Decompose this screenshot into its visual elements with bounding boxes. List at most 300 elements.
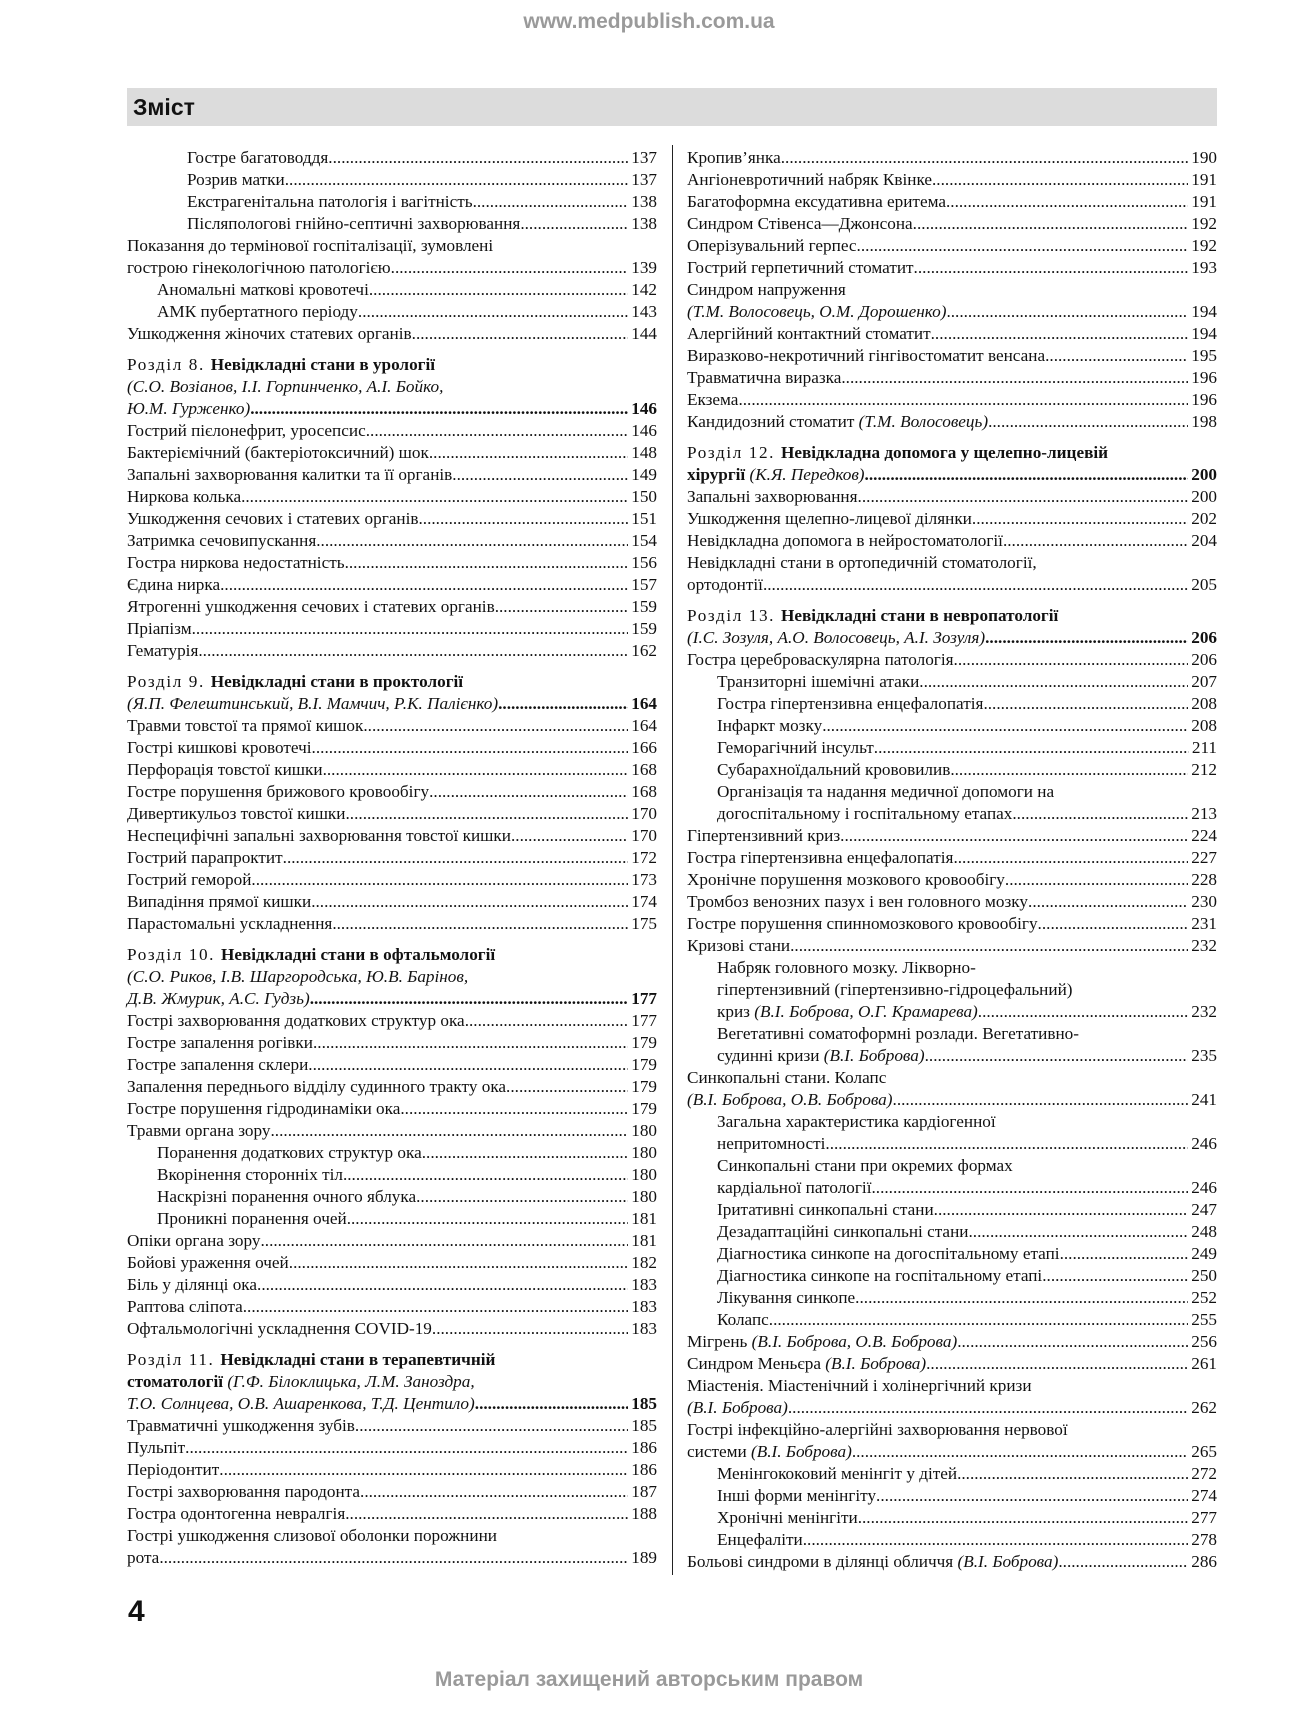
leader-dots bbox=[1058, 1551, 1188, 1573]
page-ref: 241 bbox=[1191, 1090, 1217, 1109]
toc-entry[interactable] bbox=[127, 1459, 657, 1481]
entry-title: Єдина нирка bbox=[127, 575, 221, 594]
toc-chapter[interactable] bbox=[687, 442, 1217, 486]
toc-entry[interactable] bbox=[687, 759, 1217, 781]
toc-entry[interactable] bbox=[687, 913, 1217, 935]
leader-dots bbox=[769, 1309, 1188, 1331]
page-ref: 192 bbox=[1191, 236, 1217, 255]
entry-title: Гостра одонтогенна невралгія bbox=[127, 1504, 346, 1523]
toc-entry[interactable] bbox=[687, 367, 1217, 389]
page-ref: 198 bbox=[1191, 412, 1217, 431]
toc-entry[interactable] bbox=[687, 649, 1217, 671]
toc-entry[interactable] bbox=[127, 552, 657, 574]
entry-title: Ушкодження жіночих статевих органів bbox=[127, 324, 412, 343]
leader-dots bbox=[520, 213, 628, 235]
leader-dots bbox=[358, 301, 628, 323]
leader-dots bbox=[840, 825, 1188, 847]
leader-dots bbox=[343, 1164, 628, 1186]
entry-title: Гострі кишкові кровотечі bbox=[127, 738, 312, 757]
entry-title: Гостре порушення гідродинаміки ока bbox=[127, 1099, 401, 1118]
toc-entry[interactable] bbox=[127, 301, 657, 323]
page-ref: 208 bbox=[1191, 716, 1217, 735]
leader-dots bbox=[369, 279, 628, 301]
page-ref: 200 bbox=[1191, 487, 1217, 506]
toc-entry[interactable] bbox=[687, 1375, 1217, 1419]
toc-chapter[interactable] bbox=[687, 605, 1217, 649]
leader-dots bbox=[803, 1529, 1189, 1551]
entry-title: Ниркова колька bbox=[127, 487, 242, 506]
entry-title: гострою гінекологічною патологією bbox=[127, 258, 391, 277]
page-ref: 166 bbox=[631, 738, 657, 757]
toc-entry[interactable] bbox=[127, 891, 657, 913]
page-ref: 172 bbox=[631, 848, 657, 867]
toc-chapter[interactable] bbox=[127, 1349, 657, 1415]
leader-dots bbox=[159, 1547, 628, 1569]
toc-entry[interactable] bbox=[127, 1274, 657, 1296]
toc-entry[interactable] bbox=[687, 279, 1217, 323]
chapter-number: Розділ 12. bbox=[687, 443, 781, 462]
page-ref: 182 bbox=[631, 1253, 657, 1272]
entry-title: Перфорація товстої кишки bbox=[127, 760, 323, 779]
entry-title: Багатоформна ексудативна еритема bbox=[687, 192, 946, 211]
leader-dots bbox=[271, 1120, 629, 1142]
toc-entry[interactable] bbox=[687, 508, 1217, 530]
entry-title: Гостра ниркова недостатність bbox=[127, 553, 345, 572]
toc-entry[interactable] bbox=[687, 1551, 1217, 1573]
toc-entry[interactable] bbox=[127, 279, 657, 301]
toc-entry[interactable] bbox=[687, 323, 1217, 345]
toc-entry[interactable] bbox=[127, 825, 657, 847]
chapter-title: Невідкладні стани в терапевтичній bbox=[220, 1350, 496, 1369]
entry-title: Післяпологові гнійно-септичні захворювання bbox=[187, 214, 521, 233]
page-ref: 179 bbox=[631, 1033, 657, 1052]
page-ref: 208 bbox=[1191, 694, 1217, 713]
leader-dots bbox=[355, 1415, 628, 1437]
toc-entry[interactable] bbox=[687, 1485, 1217, 1507]
toc-entry[interactable] bbox=[127, 1296, 657, 1318]
toc-entry[interactable] bbox=[127, 618, 657, 640]
toc-entry[interactable] bbox=[687, 411, 1217, 433]
page-ref: 206 bbox=[1191, 650, 1217, 669]
toc-entry[interactable] bbox=[687, 737, 1217, 759]
toc-entry[interactable] bbox=[687, 693, 1217, 715]
entry-title: Кропив’янка bbox=[687, 148, 781, 167]
toc-entry[interactable] bbox=[127, 420, 657, 442]
page-ref: 187 bbox=[631, 1482, 657, 1501]
toc-entry[interactable] bbox=[687, 1287, 1217, 1309]
entry-title: Кризові стани bbox=[687, 936, 791, 955]
entry-title: Загальна характеристика кардіогенної bbox=[717, 1112, 996, 1131]
page-ref: 286 bbox=[1191, 1552, 1217, 1571]
toc-entry[interactable] bbox=[127, 781, 657, 803]
leader-dots bbox=[1045, 345, 1188, 367]
toc-entry[interactable] bbox=[127, 1415, 657, 1437]
leader-dots bbox=[192, 618, 629, 640]
page-ref: 249 bbox=[1191, 1244, 1217, 1263]
toc-entry[interactable] bbox=[127, 737, 657, 759]
leader-dots bbox=[1038, 913, 1189, 935]
entry-title: Парастомальні ускладнення bbox=[127, 914, 333, 933]
leader-dots bbox=[257, 1274, 628, 1296]
page-ref: 183 bbox=[631, 1297, 657, 1316]
toc-entry[interactable] bbox=[127, 1481, 657, 1503]
entry-title: Синдром Меньєра bbox=[687, 1354, 821, 1373]
page-ref: 211 bbox=[1191, 738, 1217, 757]
entry-title: Ушкодження щелепно-лицевої ділянки bbox=[687, 509, 972, 528]
page-ref: 149 bbox=[631, 465, 657, 484]
entry-title: Запальні захворювання калитки та її органів bbox=[127, 465, 453, 484]
leader-dots bbox=[452, 464, 628, 486]
page-ref: 228 bbox=[1191, 870, 1217, 889]
entry-title: Гострі захворювання додаткових структур ока bbox=[127, 1011, 465, 1030]
toc-entry[interactable] bbox=[127, 869, 657, 891]
toc-entry[interactable] bbox=[687, 869, 1217, 891]
entry-title: Тромбоз венозних пазух і вен головного мозку bbox=[687, 892, 1029, 911]
entry-title: Діагностика синкопе на госпітальному етапі bbox=[717, 1266, 1043, 1285]
entry-title: Ятрогенні ушкодження сечових і статевих органів bbox=[127, 597, 495, 616]
page-ref: 146 bbox=[631, 421, 657, 440]
page-ref: 180 bbox=[631, 1121, 657, 1140]
leader-dots bbox=[852, 1441, 1188, 1463]
leader-dots bbox=[332, 913, 628, 935]
toc-entry[interactable] bbox=[687, 1265, 1217, 1287]
toc-entry[interactable] bbox=[687, 1243, 1217, 1265]
toc-entry[interactable] bbox=[687, 389, 1217, 411]
entry-authors: (В.І. Боброва) bbox=[953, 1552, 1059, 1571]
entry-title: Ушкодження сечових і статевих органів bbox=[127, 509, 419, 528]
toc-entry[interactable] bbox=[687, 235, 1217, 257]
entry-title: Біль у ділянці ока bbox=[127, 1275, 258, 1294]
leader-dots bbox=[289, 1252, 628, 1274]
toc-entry[interactable] bbox=[127, 596, 657, 618]
chapter-number: Розділ 8. bbox=[127, 355, 211, 374]
page-ref: 189 bbox=[631, 1548, 657, 1567]
chapter-authors: (Г.Ф. Білоклицька, Л.М. Заноздра, bbox=[227, 1372, 475, 1391]
page-ref: 180 bbox=[631, 1187, 657, 1206]
toc-entry[interactable] bbox=[687, 1331, 1217, 1353]
leader-dots bbox=[865, 464, 1189, 486]
entry-authors: (В.І. Боброва) bbox=[687, 1398, 788, 1417]
toc-entry[interactable] bbox=[127, 1208, 657, 1230]
toc-entry[interactable] bbox=[127, 1503, 657, 1525]
page-ref: 252 bbox=[1191, 1288, 1217, 1307]
chapter-title: Невідкладні стани в проктології bbox=[210, 672, 464, 691]
entry-title: гіпертензивний (гіпертензивно-гідроцефальний) bbox=[717, 980, 1073, 999]
toc-entry[interactable] bbox=[687, 1353, 1217, 1375]
leader-dots bbox=[416, 1186, 628, 1208]
toc-entry[interactable] bbox=[127, 715, 657, 737]
toc-chapter[interactable] bbox=[127, 354, 657, 420]
toc-entry[interactable] bbox=[687, 671, 1217, 693]
leader-dots bbox=[932, 169, 1188, 191]
page-ref: 175 bbox=[631, 914, 657, 933]
toc-entry[interactable] bbox=[687, 257, 1217, 279]
toc-entry[interactable] bbox=[127, 574, 657, 596]
toc-entry[interactable] bbox=[127, 442, 657, 464]
page-ref: 150 bbox=[631, 487, 657, 506]
chapter-authors: Т.О. Солнцева, О.В. Ашаренкова, Т.Д. Центило) bbox=[127, 1394, 475, 1413]
entry-title: Гостра цереброваскулярна патологія bbox=[687, 650, 954, 669]
entry-title: Гострі ушкодження слизової оболонки порожнини bbox=[127, 1526, 497, 1545]
page-ref: 246 bbox=[1191, 1178, 1217, 1197]
toc-entry[interactable] bbox=[687, 213, 1217, 235]
toc-entry[interactable] bbox=[127, 1525, 657, 1569]
toc-entry[interactable] bbox=[127, 803, 657, 825]
leader-dots bbox=[347, 1208, 629, 1230]
page-ref: 180 bbox=[631, 1143, 657, 1162]
toc-entry[interactable] bbox=[127, 323, 657, 345]
chapter-authors: (Я.П. Фелештинський, В.І. Мамчич, Р.К. Палієнко) bbox=[127, 694, 499, 713]
leader-dots bbox=[914, 257, 1189, 279]
entry-title: Кандидозний стоматит bbox=[687, 412, 855, 431]
entry-title: Дивертикульоз товстої кишки bbox=[127, 804, 346, 823]
leader-dots bbox=[260, 1230, 628, 1252]
entry-authors: (Т.М. Волосовець) bbox=[854, 412, 989, 431]
page-ref: 139 bbox=[631, 258, 657, 277]
page-ref: 248 bbox=[1191, 1222, 1217, 1241]
leader-dots bbox=[925, 1045, 1189, 1067]
toc-entry[interactable] bbox=[687, 1309, 1217, 1331]
entry-authors: (В.І. Боброва, О.В. Боброва) bbox=[687, 1090, 893, 1109]
page-ref: 179 bbox=[631, 1077, 657, 1096]
page-ref: 170 bbox=[631, 826, 657, 845]
entry-title: Енцефаліти bbox=[717, 1530, 803, 1549]
leader-dots bbox=[310, 988, 629, 1010]
chapter-authors: (І.С. Зозуля, А.О. Волосовець, А.І. Зозуля) bbox=[687, 628, 986, 647]
page-ref: 181 bbox=[631, 1231, 657, 1250]
entry-title: Синдром Стівенса—Джонсона bbox=[687, 214, 913, 233]
leader-dots bbox=[983, 693, 1188, 715]
entry-title: Екстрагенітальна патологія і вагітність bbox=[187, 192, 473, 211]
entry-title: ортодонтії bbox=[687, 575, 763, 594]
page-ref: 156 bbox=[631, 553, 657, 572]
entry-title: Гострі захворювання пародонта bbox=[127, 1482, 361, 1501]
entry-title: Вкорінення сторонніх тіл bbox=[157, 1165, 343, 1184]
page-ref: 185 bbox=[631, 1394, 657, 1413]
leader-dots bbox=[360, 1481, 628, 1503]
chapter-authors: Д.В. Жмурик, А.С. Гудзь) bbox=[127, 989, 310, 1008]
entry-title: системи bbox=[687, 1442, 747, 1461]
entry-title: Больові синдроми в ділянці обличчя bbox=[687, 1552, 954, 1571]
leader-dots bbox=[220, 574, 628, 596]
toc-entry[interactable] bbox=[127, 464, 657, 486]
entry-title: Транзиторні ішемічні атаки bbox=[717, 672, 920, 691]
toc-entry[interactable] bbox=[127, 1010, 657, 1032]
leader-dots bbox=[429, 781, 628, 803]
toc-entry[interactable] bbox=[127, 913, 657, 935]
entry-title: Періодонтит bbox=[127, 1460, 220, 1479]
toc-entry[interactable] bbox=[687, 847, 1217, 869]
leader-dots bbox=[346, 803, 629, 825]
leader-dots bbox=[857, 235, 1189, 257]
leader-dots bbox=[250, 398, 628, 420]
toc-entry[interactable] bbox=[127, 1120, 657, 1142]
entry-title: Інші форми менінгіту bbox=[717, 1486, 877, 1505]
entry-title: Раптова сліпота bbox=[127, 1297, 243, 1316]
entry-authors: (Т.М. Волосовець, О.М. Дорошенко) bbox=[687, 302, 947, 321]
page-ref: 277 bbox=[1191, 1508, 1217, 1527]
leader-dots bbox=[363, 715, 628, 737]
toc-entry[interactable] bbox=[127, 191, 657, 213]
toc-entry[interactable] bbox=[687, 825, 1217, 847]
toc-entry[interactable] bbox=[127, 486, 657, 508]
toc-entry[interactable] bbox=[127, 530, 657, 552]
toc-entry[interactable] bbox=[687, 1199, 1217, 1221]
leader-dots bbox=[328, 147, 628, 169]
entry-title: Оперізувальний герпес bbox=[687, 236, 857, 255]
leader-dots bbox=[874, 737, 1189, 759]
page-ref: 255 bbox=[1191, 1310, 1217, 1329]
entry-title: Колапс bbox=[717, 1310, 769, 1329]
toc-entry[interactable] bbox=[127, 1252, 657, 1274]
entry-title: Виразково-некротичний гінгівостоматит венсана bbox=[687, 346, 1046, 365]
leader-dots bbox=[931, 323, 1189, 345]
page-ref: 224 bbox=[1191, 826, 1217, 845]
entry-title: Невідкладна допомога в нейростоматології bbox=[687, 531, 1003, 550]
entry-title: рота bbox=[127, 1548, 160, 1567]
leader-dots bbox=[763, 574, 1188, 596]
toc-entry[interactable] bbox=[687, 1221, 1217, 1243]
column-divider bbox=[672, 145, 673, 1575]
toc-entry[interactable] bbox=[687, 935, 1217, 957]
entry-title: Травми товстої та прямої кишок bbox=[127, 716, 364, 735]
toc-entry[interactable] bbox=[127, 235, 657, 279]
toc-entry[interactable] bbox=[687, 1507, 1217, 1529]
page-ref: 232 bbox=[1191, 936, 1217, 955]
page-ref: 174 bbox=[631, 892, 657, 911]
leader-dots bbox=[871, 1177, 1188, 1199]
toc-entry[interactable] bbox=[127, 1098, 657, 1120]
toc-entry[interactable] bbox=[127, 847, 657, 869]
toc-entry[interactable] bbox=[127, 1230, 657, 1252]
leader-dots bbox=[313, 1032, 628, 1054]
toc-entry[interactable] bbox=[687, 1111, 1217, 1155]
page-ref: 250 bbox=[1191, 1266, 1217, 1285]
toc-entry[interactable] bbox=[127, 1032, 657, 1054]
toc-entry[interactable] bbox=[687, 1529, 1217, 1551]
leader-dots bbox=[366, 420, 629, 442]
entry-title: Міастенія. Міастенічний і холінергічний кризи bbox=[687, 1376, 1032, 1395]
toc-entry[interactable] bbox=[127, 1164, 657, 1186]
entry-title: Травми органа зору bbox=[127, 1121, 271, 1140]
leader-dots bbox=[316, 530, 628, 552]
chapter-authors: (К.Я. Передков) bbox=[749, 465, 865, 484]
toc-entry[interactable] bbox=[687, 715, 1217, 737]
entry-title: Ангіоневротичний набряк Квінке bbox=[687, 170, 932, 189]
leader-dots bbox=[412, 323, 629, 345]
entry-title: Травматична виразка bbox=[687, 368, 842, 387]
toc-entry[interactable] bbox=[127, 1076, 657, 1098]
page-ref: 227 bbox=[1191, 848, 1217, 867]
toc-entry[interactable] bbox=[687, 957, 1217, 1023]
entry-title: Невідкладні стани в ортопедичній стоматології, bbox=[687, 553, 1037, 572]
page-ref: 159 bbox=[631, 619, 657, 638]
entry-title: Гостре запалення рогівки bbox=[127, 1033, 313, 1052]
leader-dots bbox=[251, 869, 628, 891]
entry-title: Гостре порушення спинномозкового кровообігу bbox=[687, 914, 1038, 933]
page-ref: 235 bbox=[1191, 1046, 1217, 1065]
leader-dots bbox=[841, 367, 1188, 389]
leader-dots bbox=[825, 1133, 1188, 1155]
page-ref: 138 bbox=[631, 214, 657, 233]
toc-entry[interactable] bbox=[687, 191, 1217, 213]
toc-chapter[interactable] bbox=[127, 944, 657, 1010]
toc-entry[interactable] bbox=[127, 1054, 657, 1076]
toc-entry[interactable] bbox=[127, 169, 657, 191]
page-ref: 173 bbox=[631, 870, 657, 889]
entry-title: Іритативні синкопальні стани bbox=[717, 1200, 934, 1219]
toc-entry[interactable] bbox=[127, 1318, 657, 1340]
entry-title: Травматичні ушкодження зубів bbox=[127, 1416, 355, 1435]
toc-entry[interactable] bbox=[687, 486, 1217, 508]
toc-entry[interactable] bbox=[127, 640, 657, 662]
toc-entry[interactable] bbox=[127, 759, 657, 781]
page-ref: 265 bbox=[1191, 1442, 1217, 1461]
entry-title: Синкопальні стани при окремих формах bbox=[717, 1156, 1013, 1175]
toc-entry[interactable] bbox=[127, 213, 657, 235]
page-ref: 230 bbox=[1191, 892, 1217, 911]
entry-title: Дезадаптаційні синкопальні стани bbox=[717, 1222, 969, 1241]
toc-entry[interactable] bbox=[127, 508, 657, 530]
page-ref: 188 bbox=[631, 1504, 657, 1523]
leader-dots bbox=[422, 1142, 628, 1164]
entry-title: Гематурія bbox=[127, 641, 199, 660]
page-ref: 164 bbox=[631, 694, 657, 713]
leader-dots bbox=[926, 1353, 1188, 1375]
toc-entry[interactable] bbox=[127, 1142, 657, 1164]
chapter-title: Невідкладні стани в урології bbox=[210, 355, 436, 374]
toc-entry[interactable] bbox=[687, 530, 1217, 552]
toc-entry[interactable] bbox=[687, 345, 1217, 367]
toc-entry[interactable] bbox=[687, 1419, 1217, 1463]
page-ref: 261 bbox=[1191, 1354, 1217, 1373]
chapter-authors: Ю.М. Гурженко) bbox=[127, 399, 251, 418]
entry-title: Субарахноїдальний крововилив bbox=[717, 760, 951, 779]
toc-chapter[interactable] bbox=[127, 671, 657, 715]
page-ref: 159 bbox=[631, 597, 657, 616]
leader-dots bbox=[934, 1199, 1189, 1221]
page-ref: 196 bbox=[1191, 368, 1217, 387]
toc-entry[interactable] bbox=[687, 552, 1217, 596]
toc-entry[interactable] bbox=[127, 1437, 657, 1459]
leader-dots bbox=[946, 191, 1188, 213]
toc-entry[interactable] bbox=[687, 1067, 1217, 1111]
toc-entry[interactable] bbox=[687, 1463, 1217, 1485]
toc-entry[interactable] bbox=[687, 169, 1217, 191]
page-ref: 190 bbox=[1191, 148, 1217, 167]
toc-entry[interactable] bbox=[687, 1023, 1217, 1067]
toc-entry[interactable] bbox=[687, 891, 1217, 913]
entry-title: Бойові ураження очей bbox=[127, 1253, 289, 1272]
toc-entry[interactable] bbox=[687, 1155, 1217, 1199]
toc-entry[interactable] bbox=[127, 1186, 657, 1208]
toc-entry[interactable] bbox=[687, 781, 1217, 825]
toc-entry[interactable] bbox=[687, 147, 1217, 169]
entry-title: Гострий парапроктит bbox=[127, 848, 283, 867]
page-ref: 195 bbox=[1191, 346, 1217, 365]
leader-dots bbox=[1028, 891, 1188, 913]
page-ref: 191 bbox=[1191, 170, 1217, 189]
entry-title: Синкопальні стани. Колапс bbox=[687, 1068, 887, 1087]
entry-title: Хронічне порушення мозкового кровообігу bbox=[687, 870, 1005, 889]
leader-dots bbox=[345, 552, 629, 574]
page-ref: 193 bbox=[1191, 258, 1217, 277]
leader-dots bbox=[198, 640, 628, 662]
leader-dots bbox=[876, 1485, 1188, 1507]
chapter-number: Розділ 11. bbox=[127, 1350, 221, 1369]
toc-entry[interactable] bbox=[127, 147, 657, 169]
entry-title: Діагностика синкопе на догоспітальному етапі bbox=[717, 1244, 1060, 1263]
